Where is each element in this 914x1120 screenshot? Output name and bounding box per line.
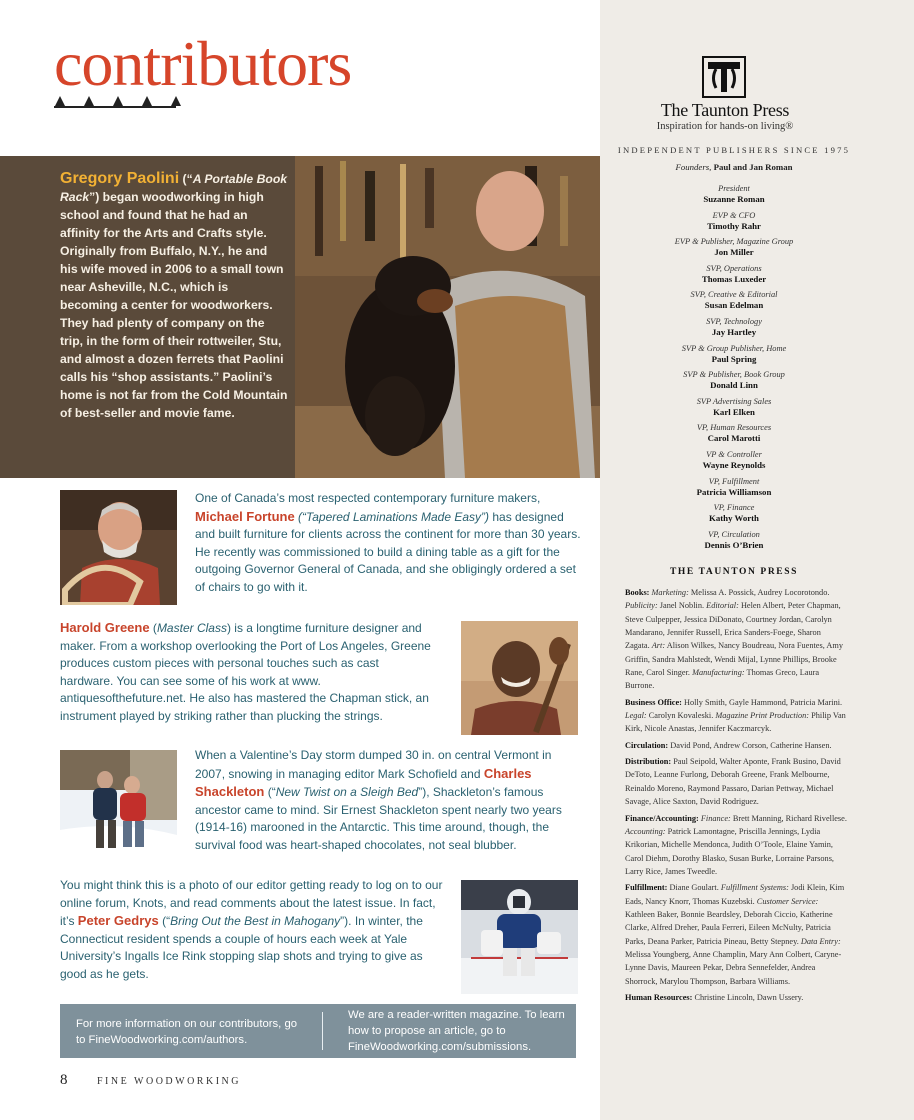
executive-list [600, 184, 868, 556]
contributor-name: Peter Gedrys [77, 913, 159, 928]
gedrys-bio: You might think this is a photo of our editor getting ready to log on to our online forum, Knots, and read comments about the latest issue. In fact, it’s Peter Gedrys (“Bring Out the Best in Mahogany”). In winter, the Connecticut resident spends a couple of hours each week at Yale University’s Ingalls Ice Rink stopping slap shots and trying to give as good as he gets. [60, 878, 443, 981]
executive-name: Donald Linn [710, 380, 758, 391]
gedrys-photo [461, 880, 578, 994]
executive-entry [600, 423, 868, 450]
executive-name: Wayne Reynolds [702, 459, 766, 470]
executive-name: Jay Hartley [711, 326, 757, 337]
article-title: Master Class [156, 621, 227, 635]
staff-human-resources: Human Resources: Christine Lincoln, Dawn Ussery. [625, 992, 804, 1002]
executive-role: SVP Advertising Sales [696, 396, 772, 406]
executive-role: VP, Human Resources [696, 423, 772, 433]
contributor-name: Harold Greene [60, 620, 150, 635]
greene-bio: Harold Greene (Master Class) is a longtime furniture designer and maker. From a workshop overlooking the Port of Los Angeles, Greene produces custom pieces with personal touches such as cast hardware. You can see some of his work at www. antiquesofthefuture.net. He also has mastered the Chapman stick, an instrument played by striking rather than plucking the strings. [60, 620, 431, 723]
founders: Founders, Paul and Jan Roman [675, 162, 793, 172]
submissions-info: We are a reader-written magazine. To learn how to propose an article, go to FineWoodworking.com/submissions. [348, 1009, 565, 1053]
article-title: A Portable Book Rack [60, 172, 288, 204]
staff-business-office: Business Office: Holly Smith, Gayle Hammond, Patricia Marini. Legal: Carolyn Kovaleski. Magazine Print Production: Philip Van Kirk, Nicole Anastas, Jennifer Kaczmarcyk. [625, 697, 846, 734]
staff-fulfillment: Fulfillment: Diane Goulart. Fulfillment Systems: Jodi Klein, Kim Eads, Nancy Knorr, Thomas Kuzebski. Customer Service: Kathleen Baker, Bonnie Beardsley, Deborah Ciccio, Katherine Clarke, Alfred Dreher, Paula Ferreri, Eileen McNulty, Patricia Parks, Deana Parker, Patricia Pineau, Betty Stepney. Data Entry: Melissa Youngberg, Anne Champlin, Mary Ann Colbert, Caryne-Lynne Davis, Maureen Pekar, Debra Sennefelder, Andrea Shorrock, Marylou Thompson, Barbara Williams. [625, 883, 845, 986]
fortune-bio: One of Canada’s most respected contemporary furniture makers, Michael Fortune (“Tapered Laminations Made Easy”) has designed and built furniture for clients across the continent for more than 30 years. He recently was commissioned to build a dining table as a gift for the outgoing Governor General of Canada, and she obligingly ordered a set of chairs to go with it. [195, 491, 581, 594]
executive-name: Paul Spring [711, 353, 757, 364]
executive-entry [600, 397, 868, 424]
contributor-name: Gregory Paolini [60, 170, 180, 187]
executive-entry [600, 450, 868, 477]
executive-entry [600, 530, 868, 557]
fortune-photo [60, 490, 177, 605]
executive-entry [600, 370, 868, 397]
executive-entry [600, 344, 868, 371]
press-name: The Taunton Press [660, 100, 790, 120]
executive-role: SVP, Technology [706, 316, 762, 326]
executive-role: SVP, Creative & Editorial [690, 290, 778, 300]
shackleton-bio: When a Valentine’s Day storm dumped 30 in. on central Vermont in 2007, snowing in managing editor Mark Schofield and Charles Shackleton (“New Twist on a Sleigh Bed”), Shackleton’s famous ancestor came to mind. Sir Ernest Shackleton spent nearly two years (1914-16) marooned in the Antarctic. This time around, though, the survival food was heart-shaped chocolates, not seal blubber. [195, 748, 562, 852]
masthead-sidebar [600, 0, 914, 1120]
contributors-info: For more information on our contributors, go to FineWoodworking.com/authors. [76, 1018, 298, 1046]
independent-publishers: INDEPENDENT PUBLISHERS SINCE 1975 [617, 145, 851, 155]
staff-finance: Finance/Accounting: Finance: Brett Manning, Richard Rivellese. Accounting: Patrick Lamontagne, Priscilla Jennings, Lydia Krikorian, Michelle Mendonca, Judith O’Toole, Elaine Yamin, Carol Diehm, Dorothy Blasko, Susan Burke, Lorraine Parsons, Larry Rice, James Tweedle. [625, 813, 847, 876]
article-title: New Twist on a Sleigh Bed [275, 785, 419, 799]
info-divider [322, 1012, 323, 1050]
contributor-name: Michael Fortune [195, 508, 295, 524]
executive-entry [600, 503, 868, 530]
executive-name: Susan Edelman [704, 300, 764, 311]
executive-entry [600, 264, 868, 291]
executive-name: Jon Miller [714, 247, 754, 258]
executive-role: SVP & Publisher, Book Group [683, 370, 785, 380]
article-title: Bring Out the Best in Mahogany [170, 914, 341, 928]
staff-distribution: Distribution: Paul Seipold, Walter Aponte, Frank Busino, David DeToto, Leanne Furlong, Deborah Greene, Frank Melbourne, Reinaldo Moreno, Raymond Passaro, Darian Pettway, Michael Savage, Alice Saxton, David Rodriguez. [625, 757, 841, 807]
executive-name: Patricia Williamson [696, 486, 772, 497]
title-ornament [55, 96, 181, 106]
executive-role: VP & Controller [706, 449, 762, 459]
executive-entry [600, 317, 868, 344]
executive-role: EVP & Publisher, Magazine Group [674, 237, 794, 247]
press-tagline: Inspiration for hands-on living® [656, 121, 794, 132]
executive-role: President [718, 184, 750, 193]
page-title: contributors [54, 28, 352, 99]
executive-role: EVP & CFO [712, 210, 756, 220]
staff-listing [625, 586, 847, 1007]
executive-name: Kathy Worth [709, 513, 759, 524]
executive-entry [600, 184, 868, 211]
executive-entry [600, 211, 868, 238]
staff-books: Books: Marketing: Melissa A. Possick, Audrey Locorotondo. Publicity: Janel Noblin. Editorial: Helen Albert, Peter Chapman, Steve Culpepper, Jessica DiDonato, Courtney Jordan, Carolyn Mandarano, Jennifer Russell, Erica Sanders-Foege, Sharon Zagata. Art: Alison Wilkes, Nancy Boudreau, Nora Fuentes, Amy Griffin, Sandra Mahlstedt, Wendi Mijal, Lynne Phillips, Brooke Rane, Carol Singer. Manufacturing: Thomas Greco, Laura Burrone. [625, 588, 843, 691]
executive-role: VP, Circulation [708, 529, 760, 539]
article-title: (“Tapered Laminations Made Easy”) [294, 509, 490, 524]
greene-photo [461, 621, 578, 735]
executive-name: Thomas Luxeder [701, 273, 767, 284]
taunton-press-heading: THE TAUNTON PRESS [669, 567, 799, 577]
executive-role: SVP, Operations [706, 263, 762, 273]
contributor-name: Charles Shackleton [195, 765, 532, 799]
executive-entry [600, 290, 868, 317]
executive-name: Dennis O’Brien [704, 539, 764, 550]
executive-name: Carol Marotti [707, 433, 761, 444]
staff-circulation: Circulation: David Pond, Andrew Corson, Catherine Hansen. [625, 740, 832, 750]
executive-name: Suzanne Roman [703, 194, 765, 204]
executive-role: VP, Finance [713, 503, 755, 513]
executive-name: Karl Elken [713, 406, 755, 417]
executive-name: Timothy Rahr [707, 220, 761, 231]
page-number: 8 [60, 1072, 68, 1088]
executive-role: SVP & Group Publisher, Home [681, 343, 787, 353]
shackleton-photo [60, 750, 177, 864]
info-bar [60, 1004, 576, 1058]
executive-entry [600, 237, 868, 264]
title-rule [54, 106, 176, 108]
executive-entry [600, 477, 868, 504]
taunton-logo-icon [702, 56, 746, 103]
magazine-name: FINE WOODWORKING [97, 1076, 241, 1087]
feature-bio: Gregory Paolini (“A Portable Book Rack”) began woodworking in high school and found that he had an affinity for the Arts and Crafts style. Originally from Buffalo, N.Y., he and his wife moved in 2006 to a small town near Asheville, N.C., which is becoming a center for woodworkers. They had plenty of company on the trip, in the form of their rottweiler, Stu, and almost a dozen ferrets that Paolini calls his “shop assistants.” Paolini’s home is not far from the Cold Mountain of best-seller and movie fame. [60, 170, 288, 420]
executive-role: VP, Fulfillment [708, 476, 760, 486]
paolini-photo [295, 156, 600, 478]
